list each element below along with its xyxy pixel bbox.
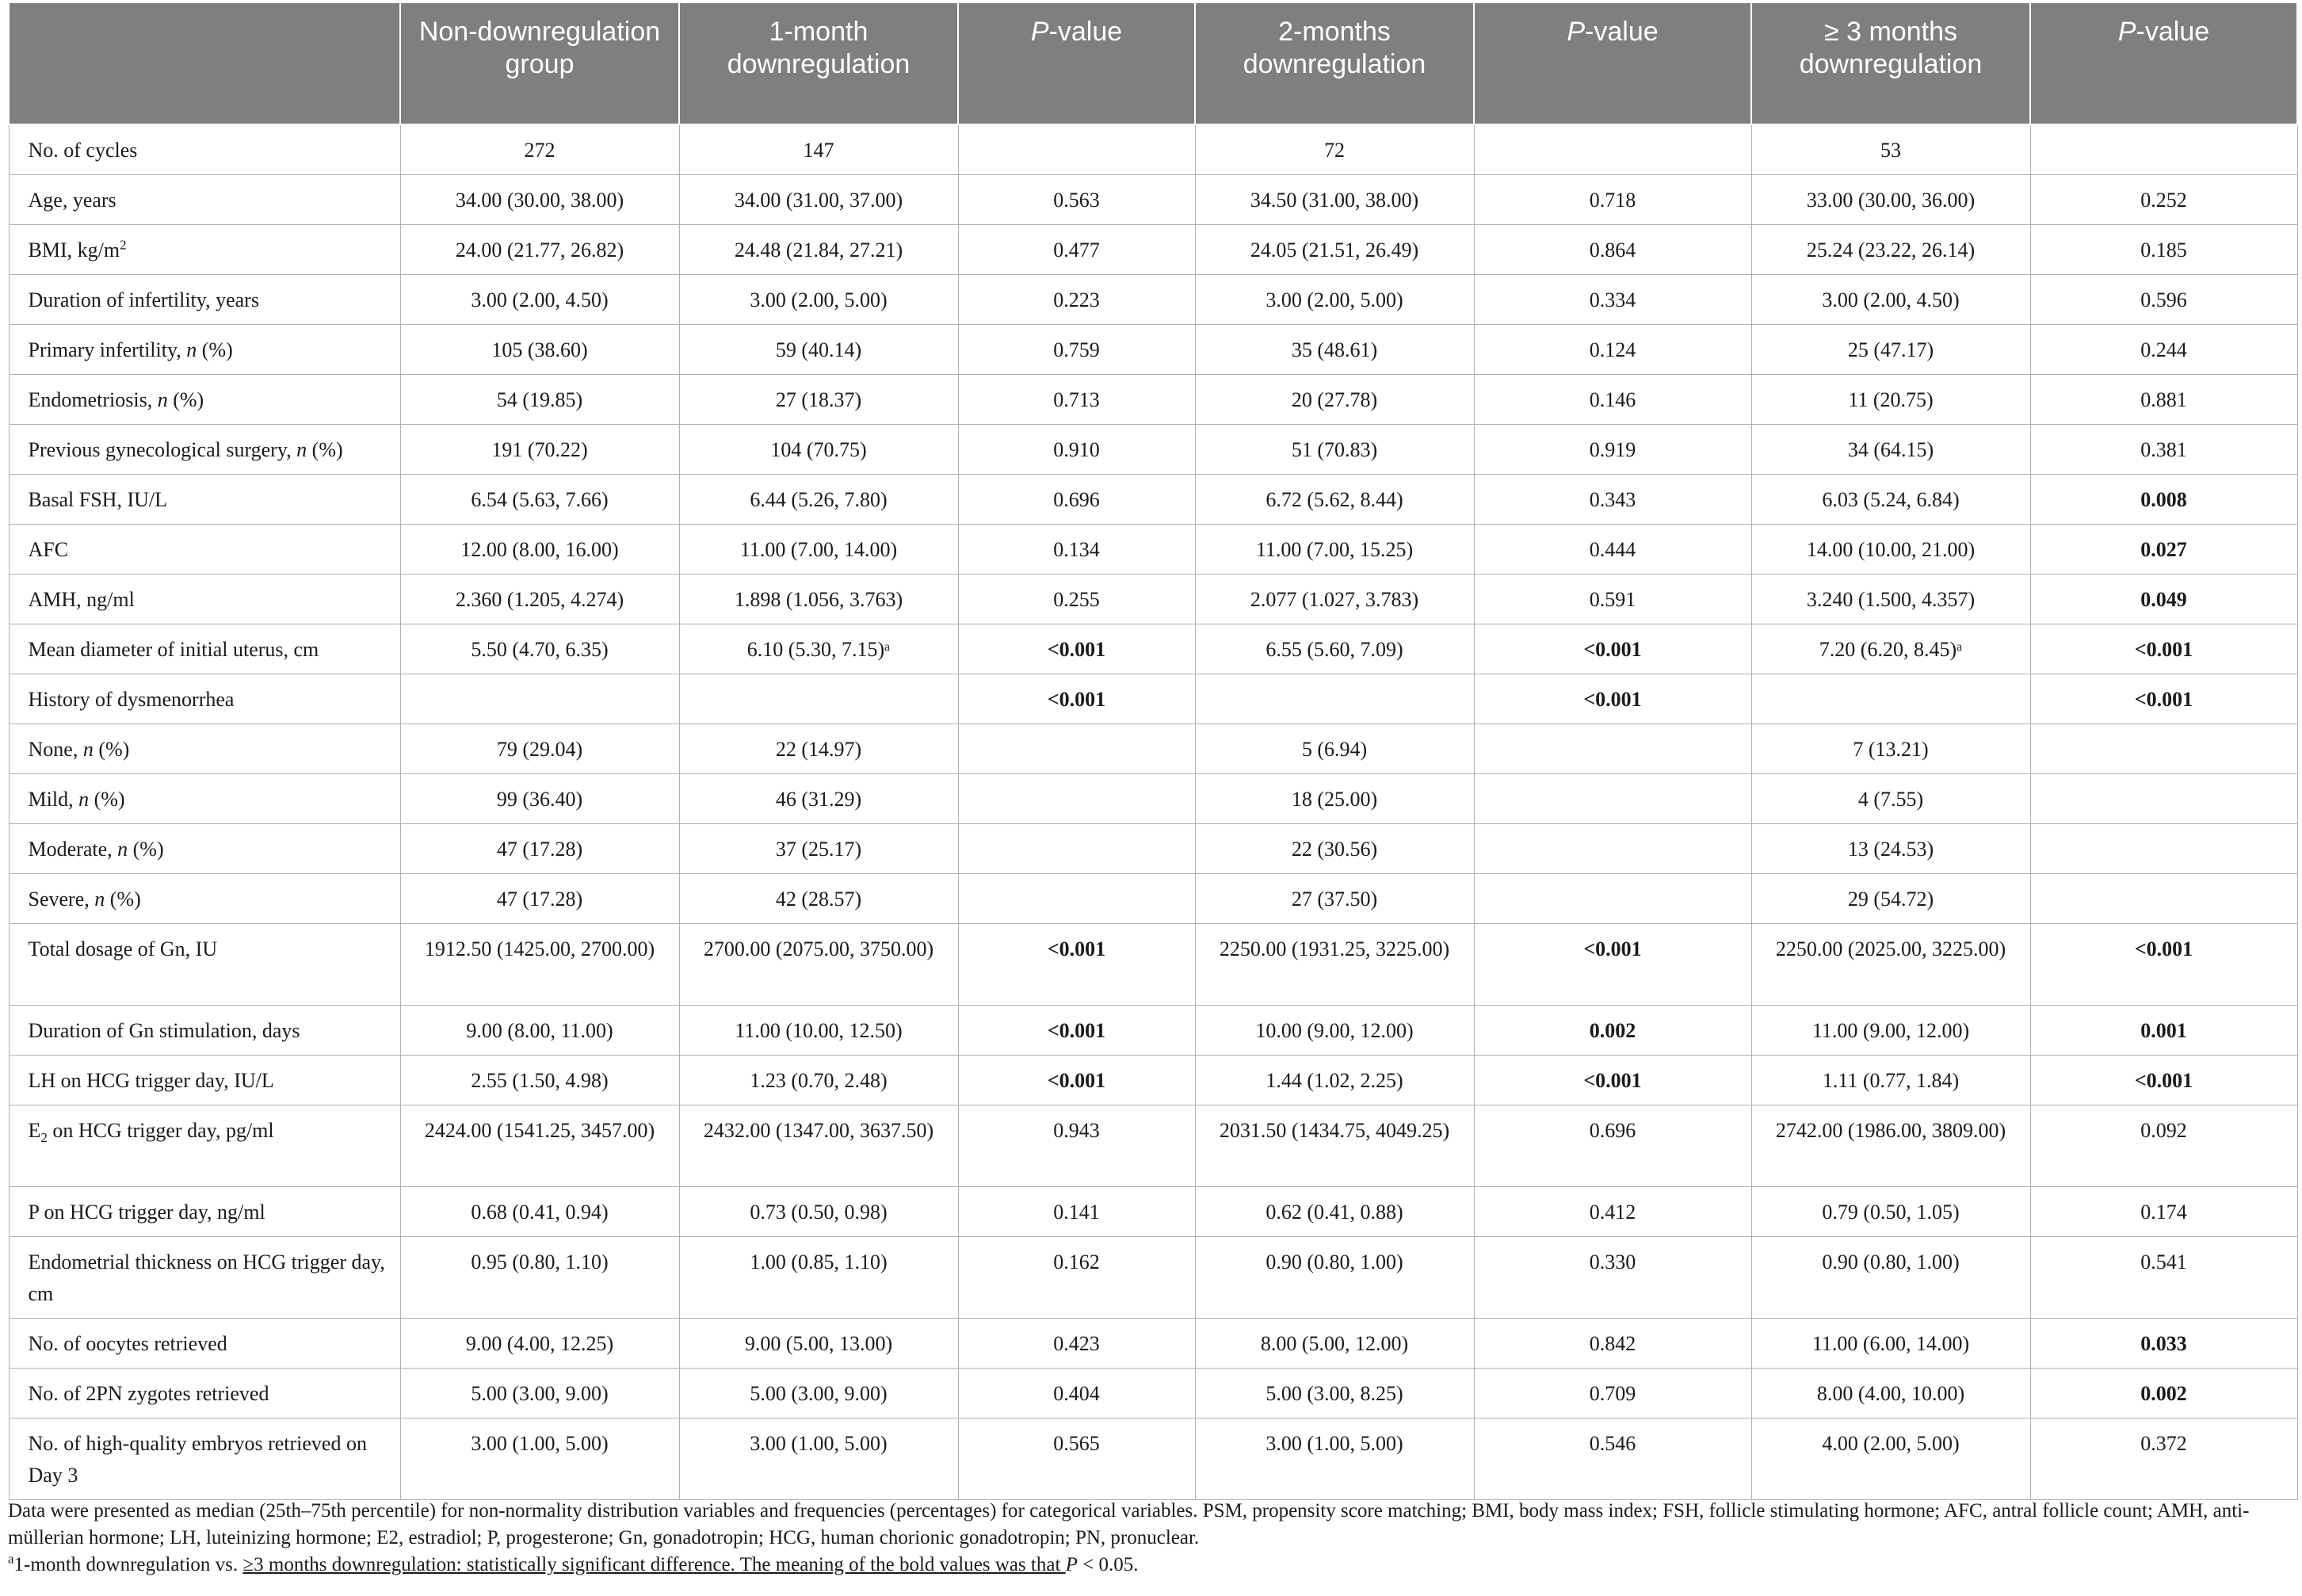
p-value-cell: 0.842 — [1474, 1319, 1751, 1369]
table-row — [9, 225, 2297, 275]
value-cell: 0.62 (0.41, 0.88) — [1195, 1187, 1474, 1237]
p-value-cell: 0.252 — [2030, 175, 2297, 225]
value-cell: 9.00 (8.00, 11.00) — [400, 1006, 679, 1056]
value-cell: 13 (24.53) — [1751, 824, 2030, 874]
italic-n: n — [82, 738, 94, 761]
table-row — [9, 1056, 2297, 1105]
row-label — [9, 624, 400, 674]
p-value-cell: 0.027 — [2030, 525, 2297, 575]
p-value-cell: 0.255 — [958, 575, 1195, 624]
label-rest: on HCG trigger day, pg/ml — [47, 1119, 274, 1142]
header-suffix: -value — [2136, 17, 2210, 47]
table-row — [9, 1006, 2297, 1056]
p-value-cell: 0.334 — [1474, 275, 1751, 325]
table-row — [9, 575, 2297, 624]
p-value-cell: 0.718 — [1474, 175, 1751, 225]
value-cell: 3.00 (1.00, 5.00) — [400, 1418, 679, 1500]
value-cell: 2.077 (1.027, 3.783) — [1195, 575, 1474, 624]
value-cell — [1195, 674, 1474, 724]
value-cell: 34 (64.15) — [1751, 425, 2030, 475]
p-value-cell: 0.541 — [2030, 1237, 2297, 1319]
value-cell — [1751, 674, 2030, 724]
value-cell: 37 (25.17) — [679, 824, 958, 874]
p-value-cell: 0.174 — [2030, 1187, 2297, 1237]
p-value-cell: 0.404 — [958, 1369, 1195, 1418]
value-cell: 2742.00 (1986.00, 3809.00) — [1751, 1105, 2030, 1187]
value-cell: 0.90 (0.80, 1.00) — [1751, 1237, 2030, 1319]
value-cell: 11.00 (6.00, 14.00) — [1751, 1319, 2030, 1369]
value-cell: 12.00 (8.00, 16.00) — [400, 525, 679, 575]
row-label-text: E — [28, 1119, 41, 1142]
value-cell: 22 (14.97) — [679, 724, 958, 774]
p-value-cell — [958, 874, 1195, 924]
value-cell: 20 (27.78) — [1195, 375, 1474, 425]
value-cell: 2424.00 (1541.25, 3457.00) — [400, 1105, 679, 1187]
row-label-text: Endometrial thickness on HCG trigger day, cm — [28, 1250, 385, 1305]
p-value-cell: 0.049 — [2030, 575, 2297, 624]
row-label — [9, 824, 400, 874]
p-value-cell: <0.001 — [2030, 624, 2297, 674]
row-label-text: Total dosage of Gn, IU — [28, 937, 218, 960]
header-cell — [2030, 2, 2297, 124]
row-label-text: Age, years — [28, 189, 116, 212]
value-cell: 79 (29.04) — [400, 724, 679, 774]
p-value-cell: 0.591 — [1474, 575, 1751, 624]
italic-n: n — [157, 388, 168, 411]
header-italic-p: P — [2117, 17, 2136, 47]
row-label — [9, 674, 400, 724]
row-label-text: No. of 2PN zygotes retrieved — [28, 1382, 269, 1405]
table-row — [9, 124, 2297, 175]
p-value-cell: 0.563 — [958, 175, 1195, 225]
value-cell: 1.11 (0.77, 1.84) — [1751, 1056, 2030, 1105]
p-value-cell — [958, 724, 1195, 774]
value-cell: 147 — [679, 124, 958, 175]
value-cell: 191 (70.22) — [400, 425, 679, 475]
p-value-cell — [2030, 824, 2297, 874]
value-cell: 3.00 (2.00, 5.00) — [1195, 275, 1474, 325]
p-value-cell: 0.881 — [2030, 375, 2297, 425]
header-italic-p: P — [1567, 17, 1586, 47]
p-value-cell: <0.001 — [2030, 674, 2297, 724]
value-cell: 10.00 (9.00, 12.00) — [1195, 1006, 1474, 1056]
header-cell — [958, 2, 1195, 124]
value-cell: 42 (28.57) — [679, 874, 958, 924]
value-cell: 3.00 (1.00, 5.00) — [679, 1418, 958, 1500]
value-cell: 2700.00 (2075.00, 3750.00) — [679, 924, 958, 1006]
italic-n: n — [94, 888, 105, 911]
row-label-text: History of dysmenorrhea — [28, 688, 235, 711]
value-cell: 18 (25.00) — [1195, 774, 1474, 824]
italic-n: n — [78, 788, 90, 811]
row-label-text: No. of oocytes retrieved — [28, 1332, 227, 1355]
table-row — [9, 275, 2297, 325]
value-cell: 6.55 (5.60, 7.09) — [1195, 624, 1474, 674]
value-cell: 105 (38.60) — [400, 325, 679, 375]
value-cell: 5.00 (3.00, 9.00) — [679, 1369, 958, 1418]
footnote-marker: a — [8, 1551, 14, 1567]
value-cell: 53 — [1751, 124, 2030, 175]
footnote-significance — [8, 1552, 2290, 1579]
value-cell: 1.23 (0.70, 2.48) — [679, 1056, 958, 1105]
value-cell: 1.00 (0.85, 1.10) — [679, 1237, 958, 1319]
p-value-cell: 0.444 — [1474, 525, 1751, 575]
table-row — [9, 824, 2297, 874]
header-cell: 2-months downregulation — [1195, 2, 1474, 124]
p-value-cell: 0.477 — [958, 225, 1195, 275]
value-cell: 2250.00 (2025.00, 3225.00) — [1751, 924, 2030, 1006]
value-cell: 2.55 (1.50, 4.98) — [400, 1056, 679, 1105]
p-value-cell: 0.033 — [2030, 1319, 2297, 1369]
row-label — [9, 275, 400, 325]
value-cell: 29 (54.72) — [1751, 874, 2030, 924]
value-cell: 8.00 (4.00, 10.00) — [1751, 1369, 2030, 1418]
row-label-text: None, n (%) — [28, 738, 130, 761]
row-label — [9, 924, 400, 1006]
row-label-text: Moderate, n (%) — [28, 838, 164, 861]
table-row — [9, 774, 2297, 824]
value-cell: 6.54 (5.63, 7.66) — [400, 475, 679, 525]
table-row — [9, 375, 2297, 425]
table-row — [9, 1418, 2297, 1500]
p-value-cell: 0.412 — [1474, 1187, 1751, 1237]
table-row — [9, 425, 2297, 475]
row-label-text: Basal FSH, IU/L — [28, 488, 167, 511]
value-cell: 3.00 (2.00, 4.50) — [1751, 275, 2030, 325]
table-row — [9, 325, 2297, 375]
value-cell: 47 (17.28) — [400, 874, 679, 924]
value-cell: 4 (7.55) — [1751, 774, 2030, 824]
p-value-cell: <0.001 — [2030, 1056, 2297, 1105]
p-value-cell: 0.696 — [958, 475, 1195, 525]
p-value-cell: 0.372 — [2030, 1418, 2297, 1500]
value-cell: 11 (20.75) — [1751, 375, 2030, 425]
p-value-cell: 0.343 — [1474, 475, 1751, 525]
header-cell: 1-month downregulation — [679, 2, 958, 124]
row-label-text: LH on HCG trigger day, IU/L — [28, 1069, 274, 1092]
table-row — [9, 1237, 2297, 1319]
row-label — [9, 175, 400, 225]
value-cell: 5.50 (4.70, 6.35) — [400, 624, 679, 674]
row-label — [9, 575, 400, 624]
table-body — [9, 124, 2297, 1500]
p-value-cell: 0.008 — [2030, 475, 2297, 525]
p-value-cell: 0.943 — [958, 1105, 1195, 1187]
footnote-text-c: < 0.05. — [1077, 1554, 1139, 1575]
value-cell: 34.00 (31.00, 37.00) — [679, 175, 958, 225]
row-label — [9, 874, 400, 924]
p-value-cell: <0.001 — [958, 1056, 1195, 1105]
row-label — [9, 425, 400, 475]
p-value-cell: <0.001 — [958, 924, 1195, 1006]
p-value-cell — [1474, 874, 1751, 924]
value-cell: 54 (19.85) — [400, 375, 679, 425]
value-cell: 7 (13.21) — [1751, 724, 2030, 774]
value-cell: 272 — [400, 124, 679, 175]
p-value-cell — [2030, 724, 2297, 774]
row-label — [9, 1006, 400, 1056]
p-value-cell: 0.713 — [958, 375, 1195, 425]
value-cell: 24.05 (21.51, 26.49) — [1195, 225, 1474, 275]
header-italic-p: P — [1030, 17, 1049, 47]
row-label — [9, 1418, 400, 1500]
value-cell: 1.898 (1.056, 3.763) — [679, 575, 958, 624]
p-value-cell — [958, 124, 1195, 175]
value-cell: 2031.50 (1434.75, 4049.25) — [1195, 1105, 1474, 1187]
p-value-cell: 0.330 — [1474, 1237, 1751, 1319]
value-cell: 5.00 (3.00, 9.00) — [400, 1369, 679, 1418]
value-cell: 6.72 (5.62, 8.44) — [1195, 475, 1474, 525]
value-cell: 9.00 (5.00, 13.00) — [679, 1319, 958, 1369]
value-cell: 2250.00 (1931.25, 3225.00) — [1195, 924, 1474, 1006]
row-label — [9, 475, 400, 525]
header-cell-empty — [9, 2, 400, 124]
p-value-cell: <0.001 — [958, 624, 1195, 674]
table-row — [9, 1187, 2297, 1237]
footnote-text-b: ≥3 months downregulation: statistically significant difference. The meaning of the bold values was that — [242, 1554, 1066, 1575]
value-cell: 11.00 (7.00, 15.25) — [1195, 525, 1474, 575]
value-cell: 2432.00 (1347.00, 3637.50) — [679, 1105, 958, 1187]
header-cell: Non-downregulation group — [400, 2, 679, 124]
row-label — [9, 774, 400, 824]
p-value-cell: 0.146 — [1474, 375, 1751, 425]
label-superscript: 2 — [120, 237, 127, 253]
row-label-text: BMI, kg/m — [28, 239, 120, 262]
row-label-text: Previous gynecological surgery, n (%) — [28, 438, 343, 461]
value-cell: 1912.50 (1425.00, 2700.00) — [400, 924, 679, 1006]
row-label-text: Duration of Gn stimulation, days — [28, 1019, 300, 1042]
p-value-cell — [2030, 874, 2297, 924]
header-suffix: -value — [1585, 17, 1659, 47]
value-cell: 59 (40.14) — [679, 325, 958, 375]
header-suffix: -value — [1048, 17, 1123, 47]
row-label-text: Severe, n (%) — [28, 888, 141, 911]
table-row — [9, 525, 2297, 575]
value-cell: 22 (30.56) — [1195, 824, 1474, 874]
row-label-text: AFC — [28, 538, 69, 561]
table-row — [9, 724, 2297, 774]
value-cell: 24.48 (21.84, 27.21) — [679, 225, 958, 275]
value-cell: 11.00 (9.00, 12.00) — [1751, 1006, 2030, 1056]
value-cell: 9.00 (4.00, 12.25) — [400, 1319, 679, 1369]
p-value-cell: <0.001 — [1474, 1056, 1751, 1105]
value-cell: 6.44 (5.26, 7.80) — [679, 475, 958, 525]
p-value-cell — [958, 824, 1195, 874]
p-value-cell: <0.001 — [958, 674, 1195, 724]
row-label-text: No. of high-quality embryos retrieved on Day 3 — [28, 1432, 367, 1487]
value-cell: 35 (48.61) — [1195, 325, 1474, 375]
row-label — [9, 525, 400, 575]
p-value-cell: 0.596 — [2030, 275, 2297, 325]
value-cell: 99 (36.40) — [400, 774, 679, 824]
value-cell: 6.10 (5.30, 7.15)ᵃ — [679, 624, 958, 674]
value-cell: 25.24 (23.22, 26.14) — [1751, 225, 2030, 275]
p-value-cell: 0.185 — [2030, 225, 2297, 275]
row-label — [9, 124, 400, 175]
value-cell: 27 (37.50) — [1195, 874, 1474, 924]
italic-n: n — [296, 438, 307, 461]
p-value-cell — [2030, 774, 2297, 824]
row-label-text: P on HCG trigger day, ng/ml — [28, 1201, 265, 1224]
value-cell: 5 (6.94) — [1195, 724, 1474, 774]
value-cell: 24.00 (21.77, 26.82) — [400, 225, 679, 275]
value-cell: 0.95 (0.80, 1.10) — [400, 1237, 679, 1319]
row-label — [9, 1369, 400, 1418]
data-table — [8, 2, 2298, 1500]
value-cell: 72 — [1195, 124, 1474, 175]
value-cell: 3.00 (2.00, 4.50) — [400, 275, 679, 325]
p-value-cell: 0.759 — [958, 325, 1195, 375]
label-subscript: 2 — [40, 1130, 48, 1146]
p-value-cell: 0.565 — [958, 1418, 1195, 1500]
value-cell: 4.00 (2.00, 5.00) — [1751, 1418, 2030, 1500]
value-cell: 0.73 (0.50, 0.98) — [679, 1187, 958, 1237]
p-value-cell: 0.864 — [1474, 225, 1751, 275]
p-value-cell — [1474, 774, 1751, 824]
p-value-cell: <0.001 — [1474, 674, 1751, 724]
p-value-cell: 0.223 — [958, 275, 1195, 325]
row-label-text: Mean diameter of initial uterus, cm — [28, 638, 319, 661]
p-value-cell: 0.124 — [1474, 325, 1751, 375]
p-value-cell: <0.001 — [1474, 624, 1751, 674]
value-cell: 1.44 (1.02, 2.25) — [1195, 1056, 1474, 1105]
header-row — [9, 2, 2297, 124]
row-label — [9, 1237, 400, 1319]
row-label — [9, 375, 400, 425]
table-row — [9, 1319, 2297, 1369]
p-value-cell — [1474, 724, 1751, 774]
value-cell: 33.00 (30.00, 36.00) — [1751, 175, 2030, 225]
p-value-cell: 0.919 — [1474, 425, 1751, 475]
row-label-text: Endometriosis, n (%) — [28, 388, 204, 411]
table-row — [9, 624, 2297, 674]
value-cell: 0.79 (0.50, 1.05) — [1751, 1187, 2030, 1237]
value-cell: 11.00 (10.00, 12.50) — [679, 1006, 958, 1056]
row-label — [9, 225, 400, 275]
value-cell: 25 (47.17) — [1751, 325, 2030, 375]
value-cell: 11.00 (7.00, 14.00) — [679, 525, 958, 575]
table-row — [9, 175, 2297, 225]
row-label-text: Mild, n (%) — [28, 788, 125, 811]
table-container — [8, 2, 2296, 1500]
value-cell: 34.50 (31.00, 38.00) — [1195, 175, 1474, 225]
value-cell: 2.360 (1.205, 4.274) — [400, 575, 679, 624]
p-value-cell: 0.001 — [2030, 1006, 2297, 1056]
value-cell: 47 (17.28) — [400, 824, 679, 874]
p-value-cell — [1474, 824, 1751, 874]
header-cell — [1474, 2, 1751, 124]
value-cell: 0.90 (0.80, 1.00) — [1195, 1237, 1474, 1319]
row-label — [9, 1105, 400, 1187]
table-row — [9, 924, 2297, 1006]
value-cell: 27 (18.37) — [679, 375, 958, 425]
p-value-cell: 0.546 — [1474, 1418, 1751, 1500]
p-value-cell: 0.696 — [1474, 1105, 1751, 1187]
value-cell: 5.00 (3.00, 8.25) — [1195, 1369, 1474, 1418]
footnote-text-a: 1-month downregulation vs. — [13, 1554, 243, 1575]
header-cell: ≥ 3 months downregulation — [1751, 2, 2030, 124]
italic-n: n — [186, 338, 197, 361]
table-row — [9, 475, 2297, 525]
value-cell: 8.00 (5.00, 12.00) — [1195, 1319, 1474, 1369]
p-value-cell: 0.423 — [958, 1319, 1195, 1369]
row-label-text: AMH, ng/ml — [28, 588, 135, 611]
p-value-cell: 0.134 — [958, 525, 1195, 575]
value-cell: 104 (70.75) — [679, 425, 958, 475]
value-cell: 0.68 (0.41, 0.94) — [400, 1187, 679, 1237]
footnotes — [8, 1498, 2290, 1579]
p-value-cell: 0.002 — [1474, 1006, 1751, 1056]
row-label-text: Primary infertility, n (%) — [28, 338, 233, 361]
table-row — [9, 874, 2297, 924]
p-value-cell: 0.002 — [2030, 1369, 2297, 1418]
p-value-cell: <0.001 — [958, 1006, 1195, 1056]
table-row — [9, 1369, 2297, 1418]
value-cell — [400, 674, 679, 724]
value-cell: 34.00 (30.00, 38.00) — [400, 175, 679, 225]
p-value-cell: 0.381 — [2030, 425, 2297, 475]
p-value-cell: 0.910 — [958, 425, 1195, 475]
table-row — [9, 1105, 2297, 1187]
p-value-cell: <0.001 — [2030, 924, 2297, 1006]
row-label — [9, 1187, 400, 1237]
p-value-cell: 0.709 — [1474, 1369, 1751, 1418]
value-cell: 6.03 (5.24, 6.84) — [1751, 475, 2030, 525]
footnote-abbreviations: Data were presented as median (25th–75th percentile) for non-normality distribution variables and frequencies (percentages) for categorical variables. PSM, propensity score matching; BMI, body mass index; FSH, follicle stimulating hormone; AFC, antral follicle count; AMH, anti-müllerian hormone; LH, luteinizing hormone; E2, estradiol; P, progesterone; Gn, gonadotropin; HCG, human chorionic gonadotropin; PN, pronuclear. — [8, 1500, 2250, 1548]
row-label — [9, 1319, 400, 1369]
row-label-text: Duration of infertility, years — [28, 288, 259, 311]
value-cell: 7.20 (6.20, 8.45)ᵃ — [1751, 624, 2030, 674]
value-cell: 14.00 (10.00, 21.00) — [1751, 525, 2030, 575]
footnote-p-italic: P — [1065, 1554, 1078, 1575]
p-value-cell — [958, 774, 1195, 824]
table-row — [9, 674, 2297, 724]
value-cell: 3.00 (2.00, 5.00) — [679, 275, 958, 325]
row-label-text: No. of cycles — [28, 139, 138, 162]
row-label — [9, 724, 400, 774]
p-value-cell: 0.092 — [2030, 1105, 2297, 1187]
row-label — [9, 1056, 400, 1105]
p-value-cell — [2030, 124, 2297, 175]
row-label — [9, 325, 400, 375]
p-value-cell: 0.141 — [958, 1187, 1195, 1237]
p-value-cell: <0.001 — [1474, 924, 1751, 1006]
value-cell — [679, 674, 958, 724]
value-cell: 51 (70.83) — [1195, 425, 1474, 475]
p-value-cell: 0.244 — [2030, 325, 2297, 375]
value-cell: 3.240 (1.500, 4.357) — [1751, 575, 2030, 624]
value-cell: 46 (31.29) — [679, 774, 958, 824]
p-value-cell: 0.162 — [958, 1237, 1195, 1319]
italic-n: n — [117, 838, 128, 861]
value-cell: 3.00 (1.00, 5.00) — [1195, 1418, 1474, 1500]
p-value-cell — [1474, 124, 1751, 175]
